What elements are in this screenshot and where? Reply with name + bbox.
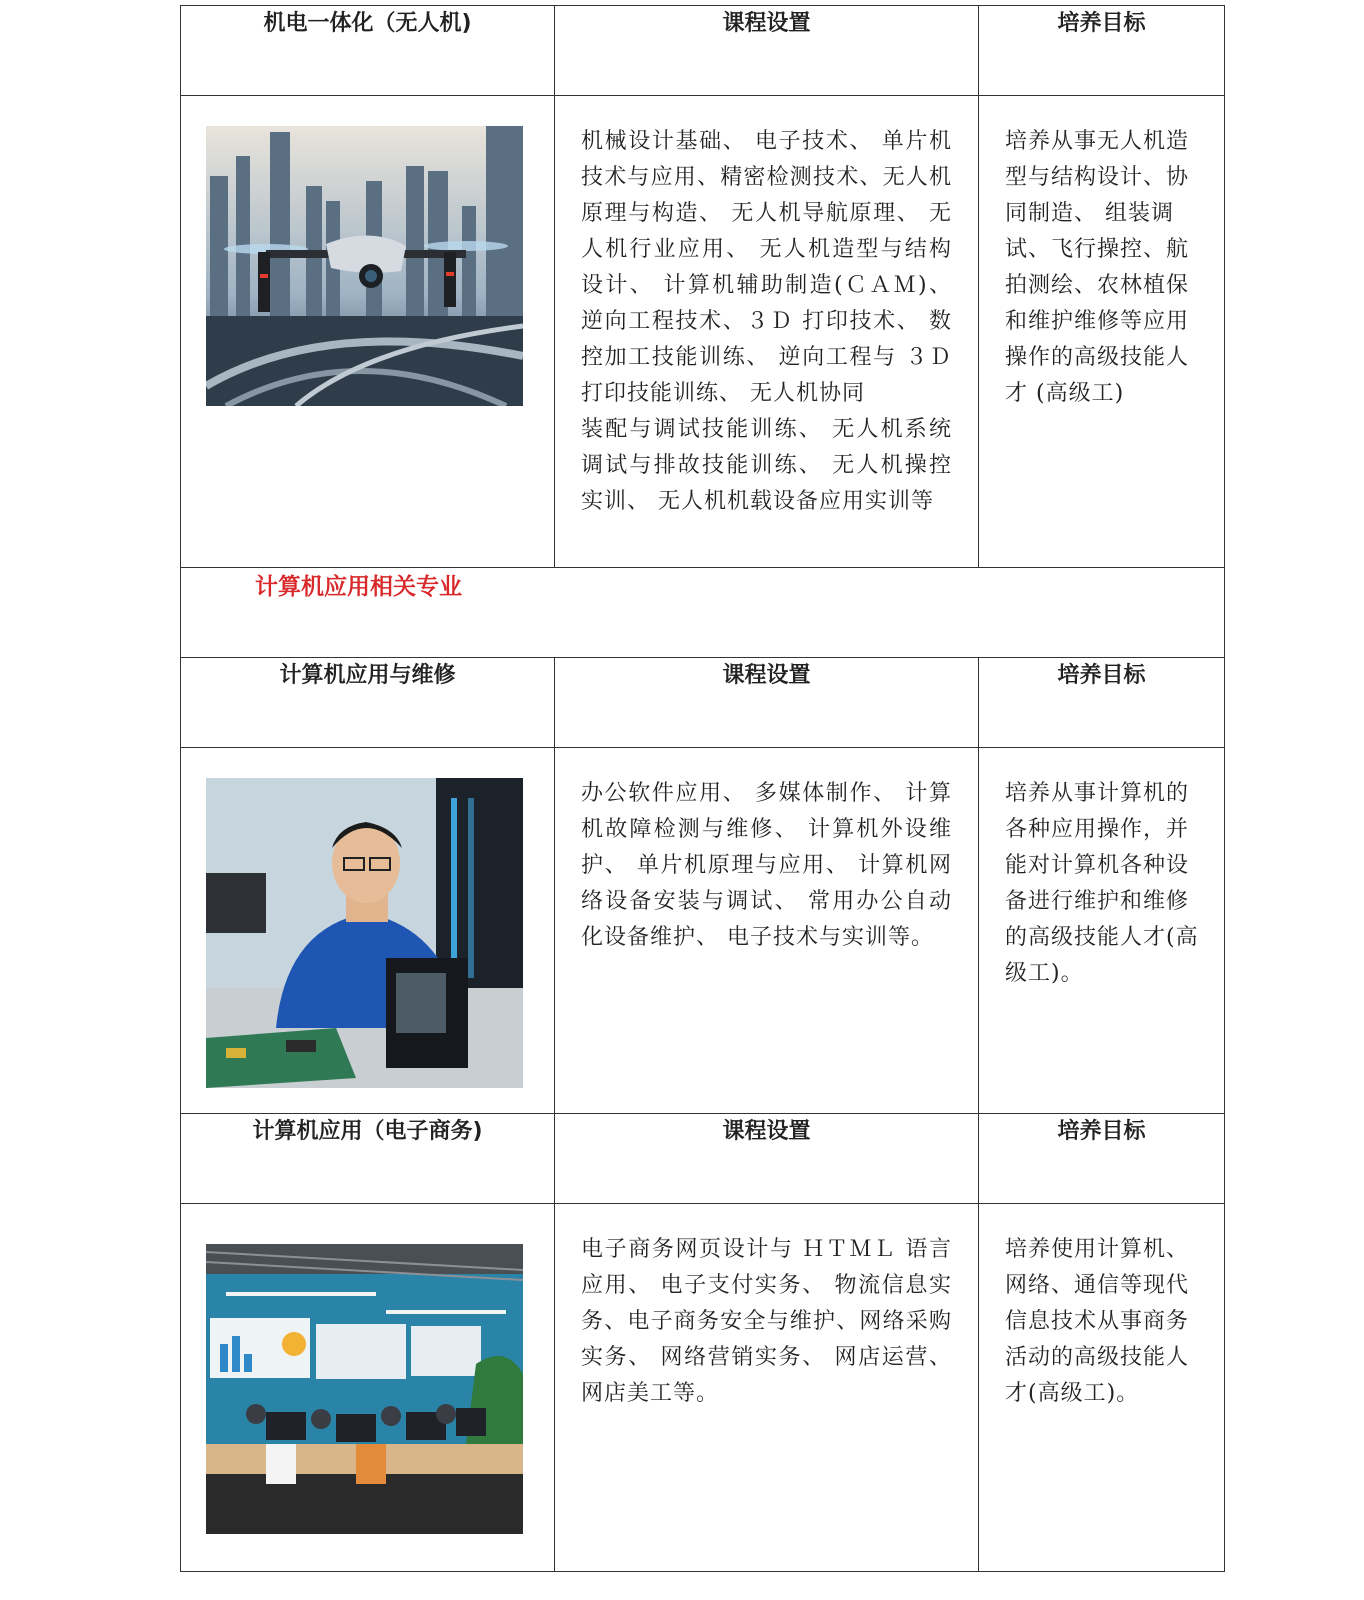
goal-text: 培养从事无人机造型与结构设计、协同制造、 组装调试、飞行操控、航拍测绘、农林植保和维护维修等应用操作的高级技能人才 (高级工) xyxy=(1005,129,1190,406)
goal-column-header: 培养目标 xyxy=(979,1114,1225,1204)
goal-cell xyxy=(979,1204,1225,1572)
goal-cell xyxy=(979,748,1225,1114)
major-content-row xyxy=(181,1204,1225,1572)
major-header-row xyxy=(181,6,1225,96)
major-name: 计算机应用与维修 xyxy=(181,658,555,748)
office-photo xyxy=(206,1244,523,1534)
drone-photo xyxy=(206,126,523,406)
majors-table xyxy=(180,5,1225,1572)
courses-text: 机械设计基础、 电子技术、 单片机技术与应用、精密检测技术、无人机原理与构造、 无人机导航原理、 无人机行业应用、 无人机造型与结构设计、 计算机辅助制造(ＣＡＭ)、逆向工程技术、３Ｄ 打印技术、 数控加工技能训练、 逆向工程与 ３Ｄ 打印技能训练、 无人机协同 xyxy=(581,129,952,406)
goal-cell xyxy=(979,96,1225,568)
major-image-cell xyxy=(181,96,555,568)
major-header-row xyxy=(181,1114,1225,1204)
major-image-cell xyxy=(181,748,555,1114)
courses-cell xyxy=(555,748,979,1114)
courses-column-header: 课程设置 xyxy=(555,658,979,748)
courses-cell xyxy=(555,96,979,568)
major-name: 机电一体化（无人机) xyxy=(181,6,555,96)
section-row xyxy=(181,568,1225,658)
courses-cell xyxy=(555,1204,979,1572)
courses-column-header: 课程设置 xyxy=(555,6,979,96)
major-header-row xyxy=(181,658,1225,748)
major-content-row xyxy=(181,748,1225,1114)
goal-column-header: 培养目标 xyxy=(979,6,1225,96)
major-image-cell xyxy=(181,1204,555,1572)
major-name: 计算机应用（电子商务) xyxy=(181,1114,555,1204)
courses-text: 办公软件应用、 多媒体制作、 计算机故障检测与维修、 计算机外设维护、 单片机原理与应用、 计算机网络设备安装与调试、 常用办公自动化设备维护、 电子技术与实训等。 xyxy=(581,781,952,950)
goal-text: 培养使用计算机、网络、通信等现代信息技术从事商务活动的高级技能人才(高级工)。 xyxy=(1005,1237,1190,1406)
technician-photo xyxy=(206,778,523,1088)
goal-column-header: 培养目标 xyxy=(979,658,1225,748)
section-title: 计算机应用相关专业 xyxy=(255,574,462,600)
major-content-row xyxy=(181,96,1225,568)
courses-text: 电子商务网页设计与 ＨＴＭＬ 语言应用、 电子支付实务、 物流信息实务、电子商务安全与维护、网络采购实务、 网络营销实务、 网店运营、 网店美工等。 xyxy=(581,1237,952,1406)
goal-text: 培养从事计算机的各种应用操作，并能对计算机各种设备进行维护和维修的高级技能人才(高级工)。 xyxy=(1005,781,1199,986)
courses-column-header: 课程设置 xyxy=(555,1114,979,1204)
courses-text-continued: 装配与调试技能训练、 无人机系统调试与排故技能训练、 无人机操控实训、 无人机机载设备应用实训等 xyxy=(581,417,952,514)
